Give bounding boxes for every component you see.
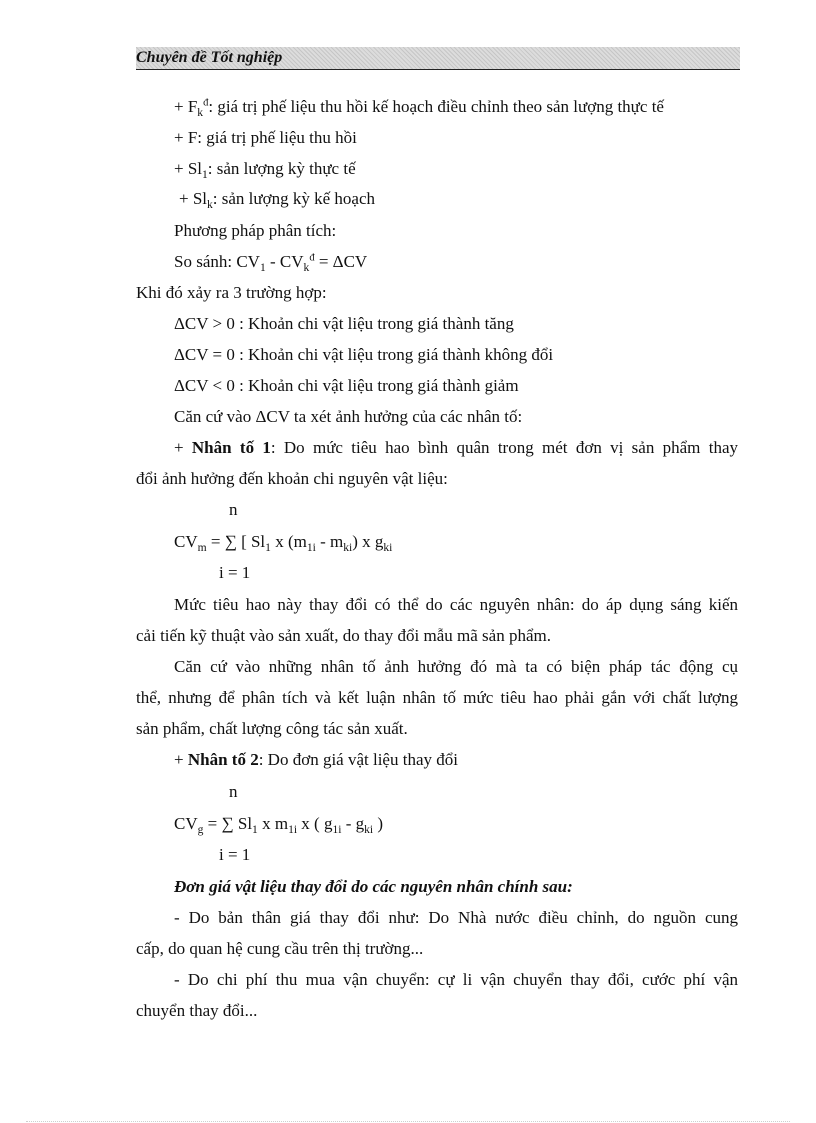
factor1-continuation: đổi ảnh hưởng đến khoản chi nguyên vật liệu: [136,469,448,488]
reason1-line1: - Do bản thân giá thay đổi như: Do Nhà nước điều chỉnh, do nguồn cung [174,908,738,927]
reason2-line2: chuyển thay đổi... [136,1001,258,1020]
reason2-line1: - Do chi phí thu mua vận chuyển: cự li vận chuyển thay đổi, cước phí vận [174,970,738,989]
factors-basis: Căn cứ vào ΔCV ta xét ảnh hưởng của các nhân tố: [174,407,523,426]
formula1-upper-limit: n [229,500,238,519]
page-bottom-border [26,1121,790,1122]
definition-sl1: + $Sl_1$: sản lượng kỳ thực tế [174,159,356,182]
formula2-upper-limit: n [229,782,238,801]
comparison-formula: So sánh: $CV_1 - CV_k^đ = \Delta CV$ [174,252,368,275]
factor1-line: + Nhân tố 1: Do mức tiêu hao bình quân trong mét đơn vị sản phẩm thay [174,438,738,457]
header-title: Chuyên đề Tốt nghiệp [136,49,283,66]
definition-f: + F: giá trị phế liệu thu hồi [174,128,357,147]
definition-fk: + $F_k^đ$: giá trị phế liệu thu hồi kế hoạch điều chỉnh theo sản lượng thực tế [174,97,664,120]
method-heading: Phương pháp phân tích: [174,221,337,240]
formula1: $CV_m$ = ∑ [ $Sl_1$ x $(m_{1i} - m_{ki})$ x $g_{ki}$ [174,532,393,555]
page-header [136,47,740,70]
paragraph2-line2: thể, nhưng để phân tích và kết luận nhân tố mức tiêu hao phải gắn với chất lượng [136,688,738,707]
case-increase: ΔCV > 0 : Khoản chi vật liệu trong giá thành tăng [174,314,514,333]
reason1-line2: cấp, do quan hệ cung cầu trên thị trường... [136,939,424,958]
formula2: $CV_g$ = ∑ $Sl_1$ x $m_{1i}$ x ( $g_{1i} - g_{ki}$ ) [174,814,384,837]
paragraph1-line2: cải tiến kỹ thuật vào sản xuất, do thay đổi mẫu mã sản phẩm. [136,626,551,645]
reasons-heading: Đơn giá vật liệu thay đổi do các nguyên nhân chính sau: [174,877,573,896]
paragraph1-line1: Mức tiêu hao này thay đổi có thể do các nguyên nhân: do áp dụng sáng kiến [174,595,738,614]
factor2-line: + Nhân tố 2: Do đơn giá vật liệu thay đổi [174,750,458,769]
formula2-lower-limit: i = 1 [219,845,251,864]
case-unchanged: ΔCV = 0 : Khoản chi vật liệu trong giá thành không đổi [174,345,554,364]
case-decrease: ΔCV < 0 : Khoản chi vật liệu trong giá thành giảm [174,376,519,395]
paragraph2-line1: Căn cứ vào những nhân tố ảnh hưởng đó mà ta có biện pháp tác động cụ [174,657,738,676]
definition-slk: + $Sl_k$: sản lượng kỳ kế hoạch [179,189,375,212]
formula1-lower-limit: i = 1 [219,563,251,582]
paragraph2-line3: sản phẩm, chất lượng công tác sản xuất. [136,719,408,738]
cases-intro: Khi đó xảy ra 3 trường hợp: [136,283,327,302]
